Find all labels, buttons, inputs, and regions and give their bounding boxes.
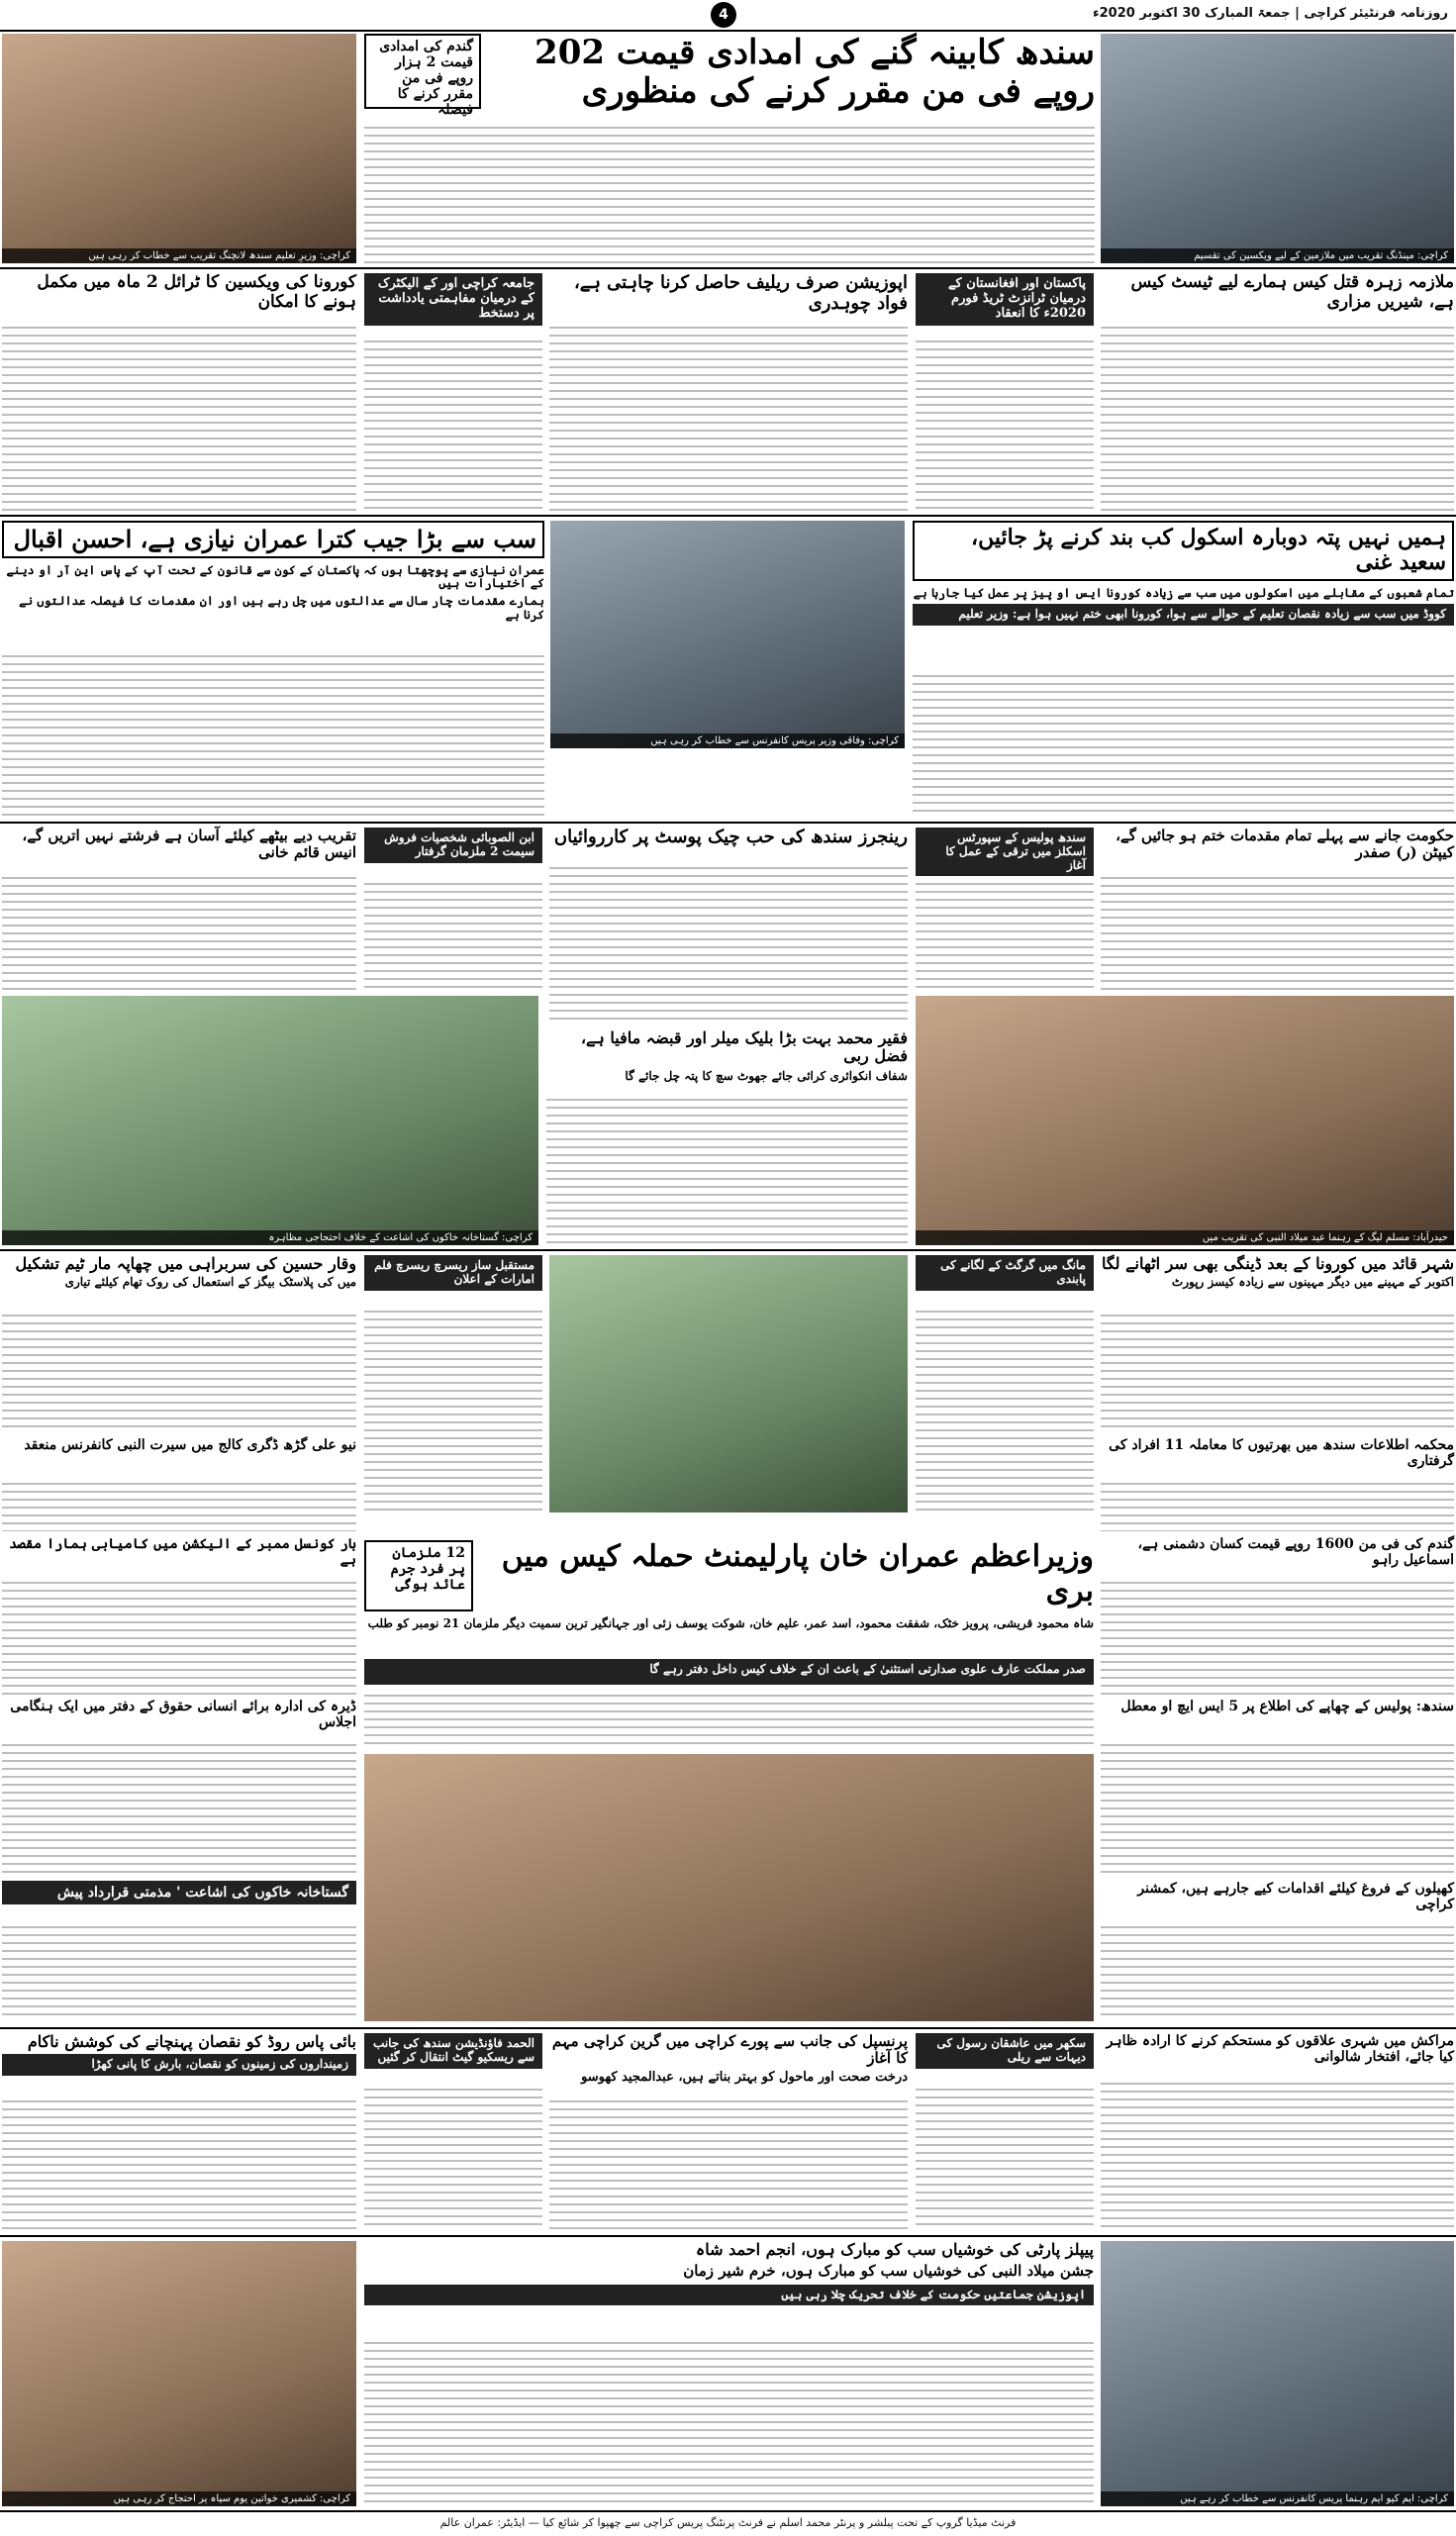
article	[913, 521, 1454, 818]
headline: سکھر میں عاشقان رسول کی دیہات سے ریلی	[916, 2033, 1094, 2069]
subheadline: شفاف انکوائری کرائی جائے جھوٹ سچ کا پتہ چل جائے گا	[625, 1068, 908, 1083]
subheadline: زمینداروں کی زمینوں کو نقصان، بارش کا پانی کھڑا	[2, 2054, 356, 2076]
subheadline: عمران نیازی سے پوچھتا ہوں کہ پاکستان کے کون سے قانون کے تحت آپ کے پاس این آر او دینے کے اختیارات ہیں	[6, 562, 544, 591]
article-body	[364, 877, 542, 991]
article-body	[1101, 871, 1454, 991]
headline: سندھ پولیس کے سپورٹس اسکلز میں ترقی کے عمل کا آغاز	[916, 828, 1094, 876]
article	[2, 1881, 356, 2021]
article	[1101, 2033, 1454, 2231]
article	[2, 521, 544, 818]
article	[546, 1029, 908, 1245]
imprint-line: فرنٹ میڈیا گروپ کے تحت پبلشر و پرنٹر محمد اسلم نے فرنٹ پرنٹنگ پریس کراچی سے چھپوا کر شائع کیا — ایڈیٹر: عمران عالم	[0, 2510, 1456, 2536]
top-headline-block	[364, 34, 1095, 263]
article	[1101, 273, 1454, 511]
headline-banner: سب سے بڑا جیب کترا عمران نیازی ہے، احسن اقبال	[2, 521, 544, 558]
photo-caption: کراچی: ایم کیو ایم رہنما پریس کانفرنس سے خطاب کر رہے ہیں	[1101, 2491, 1454, 2506]
article-body	[2, 1309, 356, 1433]
article	[2, 1437, 356, 1531]
page-number: 4	[711, 2, 736, 28]
article	[549, 2033, 908, 2231]
article-body	[1101, 2077, 1454, 2231]
article	[364, 828, 542, 991]
side-box: گندم کی امدادی قیمت 2 ہزار روپے فی من مقرر کرنے کا فیصلہ	[364, 34, 481, 109]
headline: شہر قائد میں کورونا کے بعد ڈینگی بھی سر اٹھانے لگا	[1101, 1254, 1454, 1273]
subheadline: ہمارے مقدمات چار سال سے عدالتوں میں چل رہے ہیں اور ان مقدمات کا فیصلہ عدالتوں نے کرنا ہے	[19, 594, 544, 622]
article	[1101, 828, 1454, 991]
article-body	[364, 121, 1095, 263]
headline: فقیر محمد بہت بڑا بلیک میلر اور قبضہ مافیا ہے، فضل ربی	[580, 1028, 908, 1066]
article-body	[364, 1305, 542, 1512]
article	[1101, 1699, 1454, 1877]
article	[364, 1255, 542, 1512]
article-body	[1101, 1309, 1454, 1433]
article	[549, 273, 908, 511]
subheadline: صدر مملکت عارف علوی صدارتی استثنیٰ کے باعث ان کے خلاف کیس داخل دفتر رہے گا	[364, 1659, 1094, 1685]
article-body	[2, 321, 356, 511]
article	[1101, 1536, 1454, 1695]
article-body	[364, 2083, 542, 2231]
subheadline: اکتوبر کے مہینے میں دیگر مہینوں سے زیادہ کیسز رپورٹ	[1171, 1275, 1454, 1290]
headline: اپوزیشن صرف ریلیف حاصل کرنا چاہتی ہے، فواد چوہدری	[574, 272, 908, 314]
subheadline: تمام شعبوں کے مقابلے میں اسکولوں میں سب سے زیادہ کورونا ایس او پیز پر عمل کیا جارہا ہے	[913, 585, 1454, 600]
article	[364, 273, 542, 511]
page-header	[0, 0, 1456, 32]
headline: ابن الصوبائی شخصیات فروش سیمت 2 ملزمان گرفتار	[364, 828, 542, 863]
photo-protest-women	[2, 2241, 356, 2506]
photo-caption: کراچی: مینڈنگ تقریب میں ملازمین کے لیے ویکسین کی تقسیم	[1101, 248, 1454, 263]
article-body	[1101, 321, 1454, 511]
date-line: روزنامہ فرنٹیئر کراچی | جمعۃ المبارک 30 اکتوبر 2020ء	[1092, 6, 1448, 21]
article-body	[546, 1093, 908, 1245]
headline: پرنسپل کی جانب سے پورے کراچی میں گرین کراچی مہم کا آغاز	[551, 2032, 908, 2068]
subheadline: درخت صحت اور ماحول کو بہتر بناتے ہیں، عبدالمجید کھوسو	[581, 2069, 908, 2085]
article-body	[1101, 1477, 1454, 1531]
divider	[0, 822, 1456, 824]
divider	[0, 2235, 1456, 2237]
headline: کھیلوں کے فروغ کیلئے اقدامات کیے جارہے ہیں، کمشنر کراچی	[1137, 1881, 1454, 1913]
headline: جشن میلاد النبی کی خوشیاں سب کو مبارک ہوں، خرم شیر زمان	[683, 2262, 1094, 2281]
photo-strip	[364, 1754, 1094, 2021]
headline: محکمہ اطلاعات سندھ میں بھرتیوں کا معاملہ 11 افراد کی گرفتاری	[1109, 1437, 1454, 1470]
article-body	[2, 871, 356, 991]
headline: حکومت جانے سے پہلے تمام مقدمات ختم ہو جائیں گے، کیپٹن (ر) صفدر	[1116, 827, 1454, 862]
main-headline: وزیراعظم عمران خان پارلیمنٹ حملہ کیس میں بری	[501, 1539, 1094, 1609]
article	[2, 273, 356, 511]
article-body	[549, 2095, 908, 2231]
headline-banner: ہمیں نہیں پتہ دوبارہ اسکول کب بند کرنے پڑ جائیں، سعید غنی	[913, 521, 1454, 581]
photo-caption: کراچی: وفاقی وزیر پریس کانفرنس سے خطاب کر رہی ہیں	[550, 733, 905, 748]
article-body	[1101, 1576, 1454, 1695]
article-body	[2, 2095, 356, 2231]
article-body	[2, 1477, 356, 1531]
article	[2, 1255, 356, 1433]
article	[364, 2241, 1094, 2506]
headline: کورونا کی ویکسین کا ٹرائل 2 ماہ میں مکمل ہونے کا امکان	[37, 272, 356, 312]
article-body	[913, 669, 1454, 818]
headline: تقریب دیے بیٹھے کیلئے آسان ہے فرشتے نہیں اتریں گے، انیس قائم خانی	[22, 827, 356, 862]
headline: سندھ: پولیس کے چھاپے کی اطلاع پر 5 ایس ایچ او معطل	[1120, 1699, 1454, 1714]
article	[2, 2033, 356, 2231]
divider	[0, 1249, 1456, 1251]
photo-caption: کراچی: گستاخانہ خاکوں کی اشاعت کے خلاف احتجاجی مظاہرہ	[2, 1230, 538, 1245]
article-body	[2, 649, 544, 818]
headline: گستاخانہ خاکوں کی اشاعت ' مذمتی قرارداد پیش	[2, 1881, 356, 1904]
headline: نیو علی گڑھ ڈگری کالج میں سیرت النبی کانفرنس منعقد	[24, 1437, 356, 1453]
article-body	[916, 335, 1094, 511]
headline: مستقبل ساز ریسرچ ریسرچ فلم امارات کے اعلان	[364, 1255, 542, 1291]
headline: ملازمہ زہرہ قتل کیس ہمارے لیے ٹیسٹ کیس ہے، شیریں مزاری	[1130, 272, 1454, 312]
headline: مانگ میں گرگٹ کے لگانے کی پابندی	[916, 1255, 1094, 1291]
photo-press-conference	[550, 521, 905, 748]
photo-award	[549, 1255, 908, 1512]
article-body	[549, 321, 908, 511]
article	[916, 828, 1094, 991]
article-body	[549, 861, 908, 1025]
article	[549, 828, 908, 1025]
article	[916, 2033, 1094, 2231]
article	[1101, 1255, 1454, 1433]
article-body	[364, 2336, 1094, 2506]
article-body	[2, 1576, 356, 1695]
article-body	[916, 2083, 1094, 2231]
article-body	[1101, 1738, 1454, 1877]
headline: ڈیرہ کی ادارہ برائے انسانی حقوق کے دفتر میں ایک ہنگامی اجلاس	[10, 1699, 356, 1731]
article-body	[364, 1689, 1094, 1748]
article-body	[364, 335, 542, 511]
photo-press-talk	[1101, 2241, 1454, 2506]
photo-caption: حیدرآباد: مسلم لیگ کے رہنما عید میلاد النبی کی تقریب میں	[916, 1230, 1454, 1245]
article	[1101, 1437, 1454, 1531]
subheadline: شاہ محمود قریشی، پرویز خٹک، شفقت محمود، اسد عمر، علیم خان، شوکت یوسف زئی اور جہانگیر ترین سمیت دیگر ملزمان 21 نومبر کو طلب	[367, 1616, 1094, 1630]
headline: بار کونسل ممبر کے الیکشن میں کامیابی ہمارا مقصد ہے	[9, 1536, 356, 1569]
article-body	[916, 877, 1094, 991]
article	[2, 1699, 356, 1877]
article-body	[2, 1920, 356, 2021]
article	[916, 1255, 1094, 1512]
article	[2, 828, 356, 991]
headline: وقار حسین کی سربراہی میں چھاپہ مار ٹیم تشکیل	[15, 1254, 356, 1273]
divider	[0, 267, 1456, 269]
photo-gathering	[916, 996, 1454, 1245]
lead-story	[364, 1540, 1094, 1748]
subheadline: کووڈ میں سب سے زیادہ نقصان تعلیم کے حوالے سے ہوا، کورونا ابھی ختم نہیں ہوا ہے: وزیر تعلیم	[913, 604, 1454, 626]
article	[364, 2033, 542, 2231]
headline: پیپلز پارٹی کی خوشیاں سب کو مبارک ہوں، انجم احمد شاہ	[695, 2240, 1094, 2259]
divider	[0, 2027, 1456, 2029]
photo-protest	[2, 996, 538, 1245]
headline: الحمد فاؤنڈیشن سندھ کی جانب سے ریسکیو گیٹ انتقال کر گئیں	[364, 2033, 542, 2069]
article	[2, 1536, 356, 1695]
divider	[0, 515, 1456, 517]
headline: گندم کی فی من 1600 روپے قیمت کسان دشمنی ہے، اسماعیل راہو	[1137, 1536, 1454, 1569]
headline: رینجرز سندھ کی حب چیک پوسٹ پر کارروائیاں	[553, 827, 908, 847]
article-body	[1101, 1920, 1454, 2021]
article-body	[2, 1738, 356, 1877]
photo-caption: کراچی: وزیرِ تعلیم سندھ لانچنگ تقریب سے خطاب کر رہی ہیں	[2, 248, 356, 263]
photo-caption: کراچی: کشمیری خواتین یوم سیاہ پر احتجاج کر رہی ہیں	[2, 2491, 356, 2506]
main-headline: سندھ کابینہ گنے کی امدادی قیمت 202 روپے فی من مقرر کرنے کی منظوری	[534, 33, 1095, 112]
headline: جامعہ کراچی اور کے الیکٹرک کے درمیان مفاہمتی یادداشت پر دستخط	[364, 273, 542, 326]
subheadline: میں کی پلاسٹک بیگز کے استعمال کی روک تھام کیلئے تیاری	[64, 1275, 356, 1290]
photo-speaker	[2, 34, 356, 263]
article	[916, 273, 1094, 511]
article-body	[916, 1305, 1094, 1512]
photo-ceremony	[1101, 34, 1454, 263]
subheadline: اپوزیشن جماعتیں حکومت کے خلاف تحریک چلا رہی ہیں	[364, 2285, 1094, 2306]
article	[1101, 1881, 1454, 2021]
side-box: 12 ملزمان پر فرد جرم عائد ہوگی	[364, 1540, 473, 1611]
headline: پاکستان اور افغانستان کے درمیان ٹرانزٹ ٹریڈ فورم 2020ء کا انعقاد	[916, 273, 1094, 326]
headline: مراکش میں شہری علاقوں کو مستحکم کرنے کا ارادہ ظاہر کیا جائے، افتخار شالوانی	[1106, 2033, 1454, 2066]
headline: بائی پاس روڈ کو نقصان پہنچانے کی کوشش ناکام	[27, 2032, 356, 2051]
